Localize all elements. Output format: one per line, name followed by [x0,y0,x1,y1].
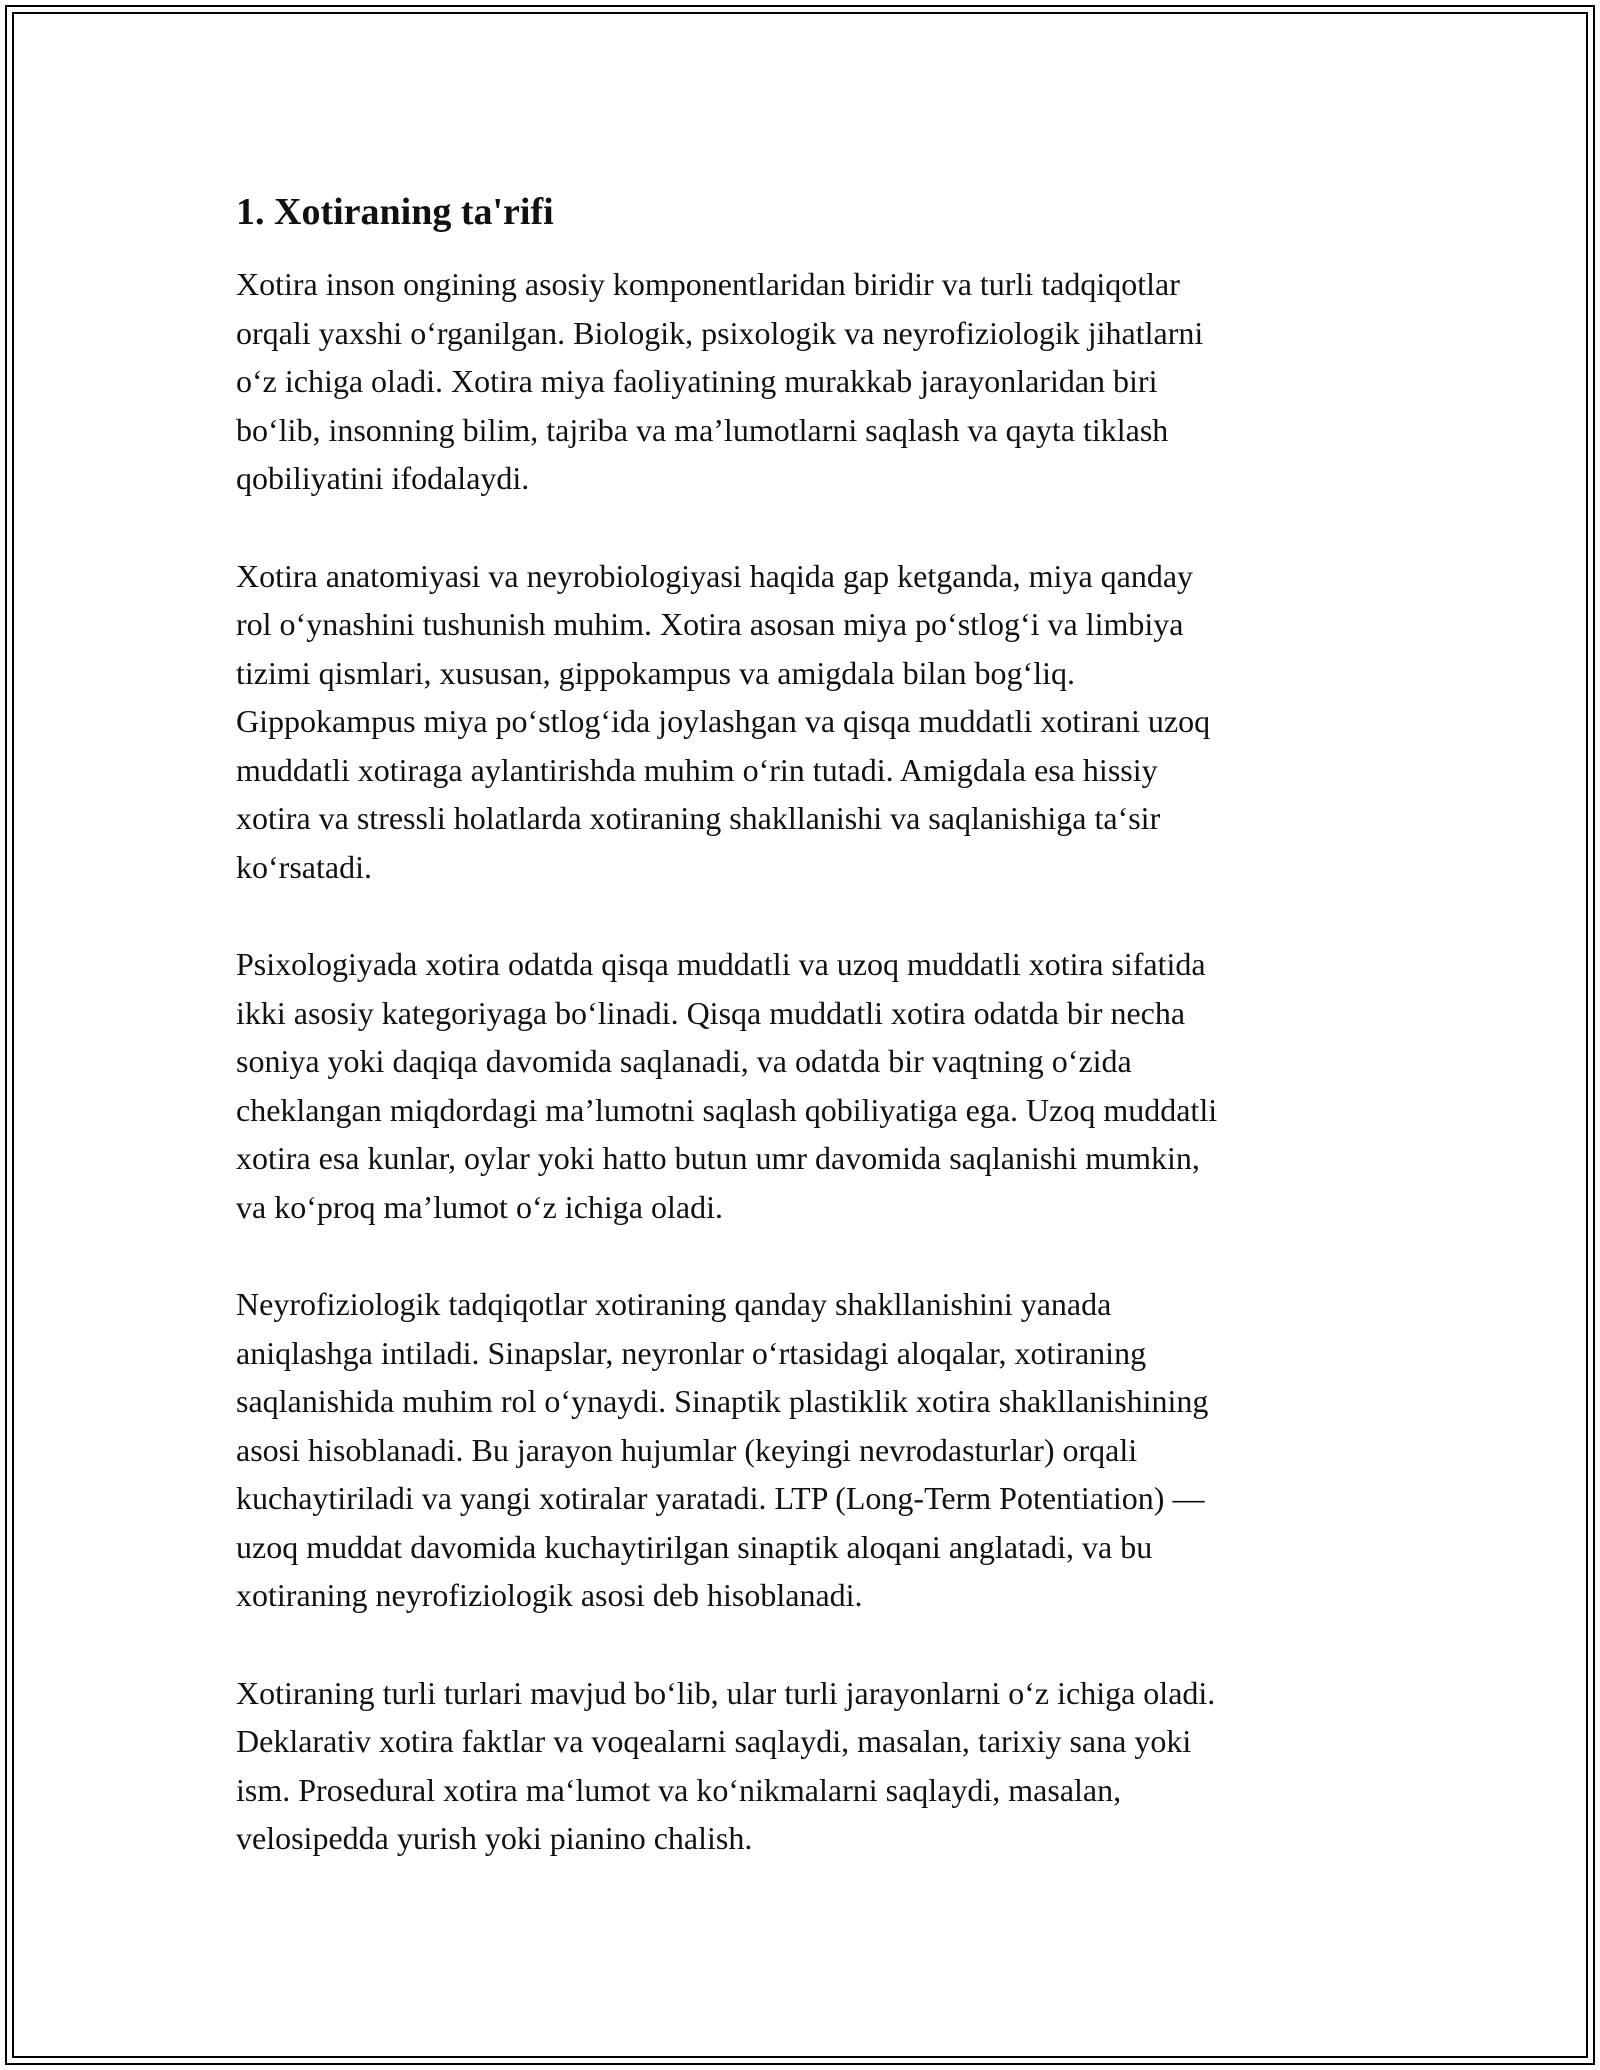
paragraph-memory-types: Xotiraning turli turlari mavjud bo‘lib, ular turli jarayonlarni o‘z ichiga oladi. Deklarativ xotira faktlar va voqealarni saqlaydi, masalan, tarixiy sana yoki ism. Prosedural xotira ma‘lumot va ko‘nikmalarni saqlaydi, masalan, velosipedda yurish yoki pianino chalish. [236,1674,1216,1856]
paragraph-psychology: Psixologiyada xotira odatda qisqa muddatli va uzoq muddatli xotira sifatida ikki asosiy kategoriyaga bo‘linadi. Qisqa muddatli xotira odatda bir necha soniya yoki daqiqa davomida saqlanadi, va odatda bir vaqtning o‘zida cheklangan miqdordagi ma’lumotni saqlash qobiliyatiga ega. Uzoq muddatli xotira esa kunlar, oylar yoki hatto butun umr davomida saqlanishi mumkin, va ko‘proq ma’lumot o‘z ichiga oladi. [236,946,1218,1225]
paragraph-neurophysiology: Neyrofiziologik tadqiqotlar xotiraning qanday shakllanishini yanada aniqlashga intiladi. Sinapslar, neyronlar o‘rtasidagi aloqalar, xotiraning saqlanishida muhim rol o‘ynaydi. Sinaptik plastiklik xotira shakllanishining asosi hisoblanadi. Bu jarayon hujumlar (keyingi nevrodasturlar) orqali kuchaytiriladi va yangi xotiralar yaratadi. LTP (Long-Term Potentiation) — uzoq muddat davomida kuchaytirilgan sinaptik aloqani anglatadi, va bu xotiraning neyrofiziologik asosi deb hisoblanadi. [236,1286,1209,1613]
paragraph-definition: Xotira inson ongining asosiy komponentlaridan biridir va turli tadqiqotlar orqali yaxshi o‘rganilgan. Biologik, psixologik va neyrofiziologik jihatlarni o‘z ichiga oladi. Xotira miya faoliyatining murakkab jarayonlaridan biri bo‘lib, insonning bilim, tajriba va ma’lumotlarni saqlash va qayta tiklash qobiliyatini ifodalaydi. [236,266,1204,496]
document-body [236,186,1366,1912]
paragraph-anatomy: Xotira anatomiyasi va neyrobiologiyasi haqida gap ketganda, miya qanday rol o‘ynashini tushunish muhim. Xotira asosan miya po‘stlog‘i va limbiya tizimi qismlari, xususan, gippokampus va amigdala bilan bog‘liq. Gippokampus miya po‘stlog‘ida joylashgan va qisqa muddatli xotirani uzoq muddatli xotiraga aylantirishda muhim o‘rin tutadi. Amigdala esa hissiy xotira va stressli holatlarda xotiraning shakllanishi va saqlanishiga ta‘sir ko‘rsatadi. [236,557,1211,885]
section-heading: 1. Xotiraning ta'rifi [236,191,554,233]
